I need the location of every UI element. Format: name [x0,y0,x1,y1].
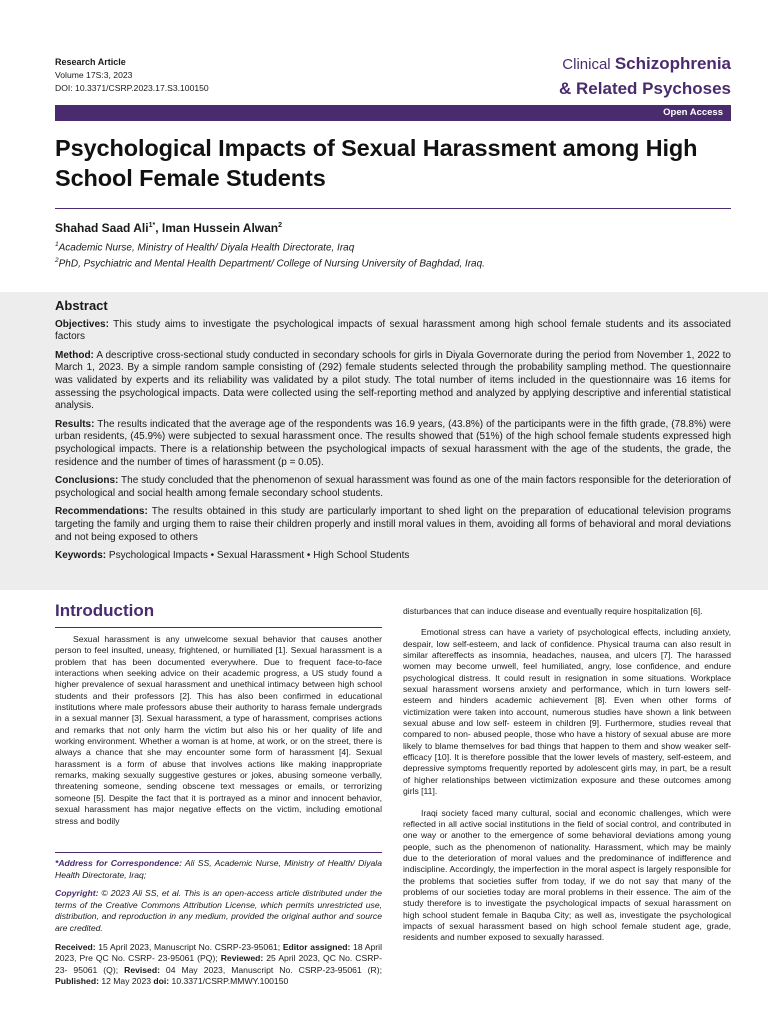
introduction-paragraph-1: Sexual harassment is any unwelcome sexual behavior that causes another person to feel insulted, uneasy, frightened, or humiliated [1]. Sexual harassment is a problem that has been documented everywhere. Due to frequent face-to-face interactions when seeking advice on their academic progress, a US study found a higher prevalence of sexual harassment and unethical intimacy between high school students and their professors [2]. This has also been confirmed in educational institutions where male professors abuse their authority to harass female undergrads in a sexual manner [3]. Sexual harassment, a type of harassment, comprises actions and remarks that not only harm the victim but also his or her quality of life and working environment. Whether a woman is at home, at work, or on the street, there is always a chance that she may encounter some form of harassment [4]. Sexual harassment is a form of abuse that involves actions like making inappropriate remarks, making sexually suggestive gestures or jokes, abusing someone verbally, threatening someone, sending obscene text messages or emails, or terrorizing someone [5]. Despite the fact that it is portrayed as a minor and innocent behavior, sexual harassment has major negative effects on the victim, including emotional stress and bodily [55,634,382,826]
introduction-paragraph-2: Emotional stress can have a variety of psychological effects, including anxiety, despair, low self-esteem, and lack of confidence. Physical trauma can also result in similar aftereffects as insomnia, headaches, nausea, and ulcers [7]. The harassed women may become unwell, feel humiliated, angry, lose confidence, and endure psychological distress. It could result in resignation in some situations. Workplace sexual harassment worsens anxiety and performance, which in turn lowers self- esteem and hinders academic achievement [8]. Even when other forms of victimization were taken into account, numerous studies have shown a link between sexual abuse and low self- esteem in children [9]. Furthermore, studies reveal that compared to non- abused people, those who have a history of sexual abuse are more likely to blame themselves for bad things that happen to them and show weaker self-efficacy [10]. It is therefore possible that the lower levels of mastery, self-esteem, and depressive symptoms frequently reported by adolescent girls may, in part, be a result of higher relationships between victimization exposure and these outcomes among girls [11]. [403,627,731,797]
abstract-keywords [55,550,731,563]
reviewed-text: 25 April 2023, QC No. CSRP- 23- 95061 (Q); [55,953,382,975]
affiliation-1 [55,241,354,253]
left-column [55,601,382,827]
recommendations-text: The results obtained in this study are particularly important to shed light on the preparation of educational television programs targeting the family and urging them to raise their children properly and instill moral values in them, avoiding all forms of behavioral and moral deviations and not being exposed to others [55,506,731,543]
keywords-label: Keywords: [55,550,107,562]
correspondence-note [55,858,382,881]
author-2-sup: 2 [278,222,283,229]
received-text: 15 April 2023, Manuscript No. CSRP-23-95061; [95,941,283,952]
editor-label: Editor assigned: [282,941,351,952]
revised-text: 04 May 2023, Manuscript No. CSRP-23-95061 (R); [159,964,382,975]
author-2: Iman Hussein Alwan [161,221,279,235]
objectives-label: Objectives: [55,318,109,330]
history-note [55,942,382,988]
journal-name-clinical: Clinical [562,56,615,73]
open-access-label: Open Access [663,107,723,118]
introduction-heading: Introduction [55,601,155,620]
author-1: Shahad Saad Ali [55,221,149,235]
conclusions-text: The study concluded that the phenomenon of sexual harassment was found as one of the main factors responsible for the deterioration of psychological and social health among female secondary school students. [55,475,731,499]
article-meta [55,56,209,95]
introduction-paragraph-3: Iraqi society faced many cultural, social and economic challenges, which were reflected in all active social institutions in the field of social control, and contributed in one way or another to the emergence of some behavioral deviations among young people, such as the phenomenon of nationality. Harassment, which may be mainly due to the deterioration of moral values and the predominance of indifference and indiscipline. Accordingly, the imperfection in the moral aspect is largely responsible for the problems that societies suffer from today, if we do not say that many of the problems of our societies today are moral problems in their essence. The aim of the study therefore is to investigate the psychological impacts of sexual harassment on high school student female in Baquba City; as well as, investigate the psychological impacts of sexual harassment based on high school female student age, grade, residents and number exposed to sexually harassed. [403,807,731,943]
objectives-text: This study aims to investigate the psychological impacts of sexual harassment among high school female students and its associated factors [55,318,731,343]
journal-name [559,52,731,101]
copyright-text: © 2023 Ali SS, et al. This is an open-access article distributed under the terms of the Creative Commons Attribution License, which permits unrestricted use, distribution, and reproduction in any medium, provided the original author and source are credited. [55,888,382,933]
affiliation-2-number: 2 [55,257,59,264]
recommendations-label: Recommendations: [55,506,148,518]
abstract-recommendations [55,506,731,544]
author-1-sup: 1* [148,222,156,229]
article-title: Psychological Impacts of Sexual Harassment among High School Female Students [55,135,698,191]
introduction-paragraph-1-continued: disturbances that can induce disease and eventually require hospitalization [6]. [403,606,703,616]
copyright-note [55,888,382,934]
method-text: A descriptive cross-sectional study conducted in secondary schools for girls in Diyala Governorate during the period from November 1, 2022 to March 1, 2023. By a simple random sample consisting of (292) female students selected through the probability sampling method. The questionnaire was validated by experts and its reliability was validated by a pilot study. The total number of items included in the questionnaire was 16 items for assessing the psychological impacts. Data were collected using the self-reporting method and analyzed by applying descriptive and inferential statistical analysis. [55,349,731,412]
footnote-divider [55,852,382,853]
results-label: Results: [55,418,95,430]
results-text: The results indicated that the average age of the respondents was 16.9 years, (43.8%) of the participants were in the fifth grade, (78.8%) were urban residents, (45.9%) were subjected to sexual harassment once. The results showed that (51%) of the high school female students expressed high psychological impacts. There is a relationship between the psychological impacts of sexual harassment with the age of the students, the grade, the residence and the number of times of harassment (p = 0.05). [55,418,731,468]
affiliation-1-number: 1 [55,241,59,248]
doi-header[interactable]: DOI: 10.3371/CSRP.2023.17.S3.100150 [55,83,209,93]
abstract-method [55,350,731,413]
reviewed-label: Reviewed: [220,953,264,964]
introduction-divider [55,627,382,628]
journal-name-schizophrenia: Schizophrenia [614,54,731,73]
editor-text: 18 April 2023, Pre QC No. CSRP- 23-95061 (PQ); [55,941,382,964]
author-list [55,221,282,235]
revised-label: Revised: [124,964,160,975]
affiliation-2-text: PhD, Psychiatric and Mental Health Department/ College of Nursing University of Baghdad, Iraq. [58,258,485,270]
footnotes [55,852,382,995]
correspondence-label: *Address for Correspondence: [55,858,182,868]
conclusions-label: Conclusions: [55,475,119,487]
article-type: Research Article [55,57,126,67]
doi-label: doi: [153,976,170,987]
affiliation-1-text: Academic Nurse, Ministry of Health/ Diyala Health Directorate, Iraq [58,242,355,254]
abstract-conclusions [55,475,731,500]
correspondence-text: Ali SS, Academic Nurse, Ministry of Health/ Diyala Health Directorate, Iraq; [55,858,382,880]
published-label: Published: [55,976,99,987]
open-access-bar [55,105,731,121]
keywords-text: Psychological Impacts • Sexual Harassment • High School Students [106,550,410,562]
journal-name-line2: & Related Psychoses [559,79,731,98]
abstract-objectives [55,319,731,344]
abstract-heading: Abstract [55,298,108,313]
volume-info: Volume 17S:3, 2023 [55,70,133,80]
abstract-results [55,419,731,469]
received-label: Received: [55,941,96,952]
title-divider [55,208,731,209]
author-separator: , [155,221,162,235]
right-column [403,606,731,954]
copyright-label: Copyright: [55,888,99,899]
affiliation-2 [55,257,485,269]
doi-footnote[interactable]: 10.3371/CSRP.MMWY.100150 [169,976,289,987]
abstract-section [0,292,768,590]
published-text: 12 May 2023 [98,976,154,987]
method-label: Method: [55,349,94,361]
